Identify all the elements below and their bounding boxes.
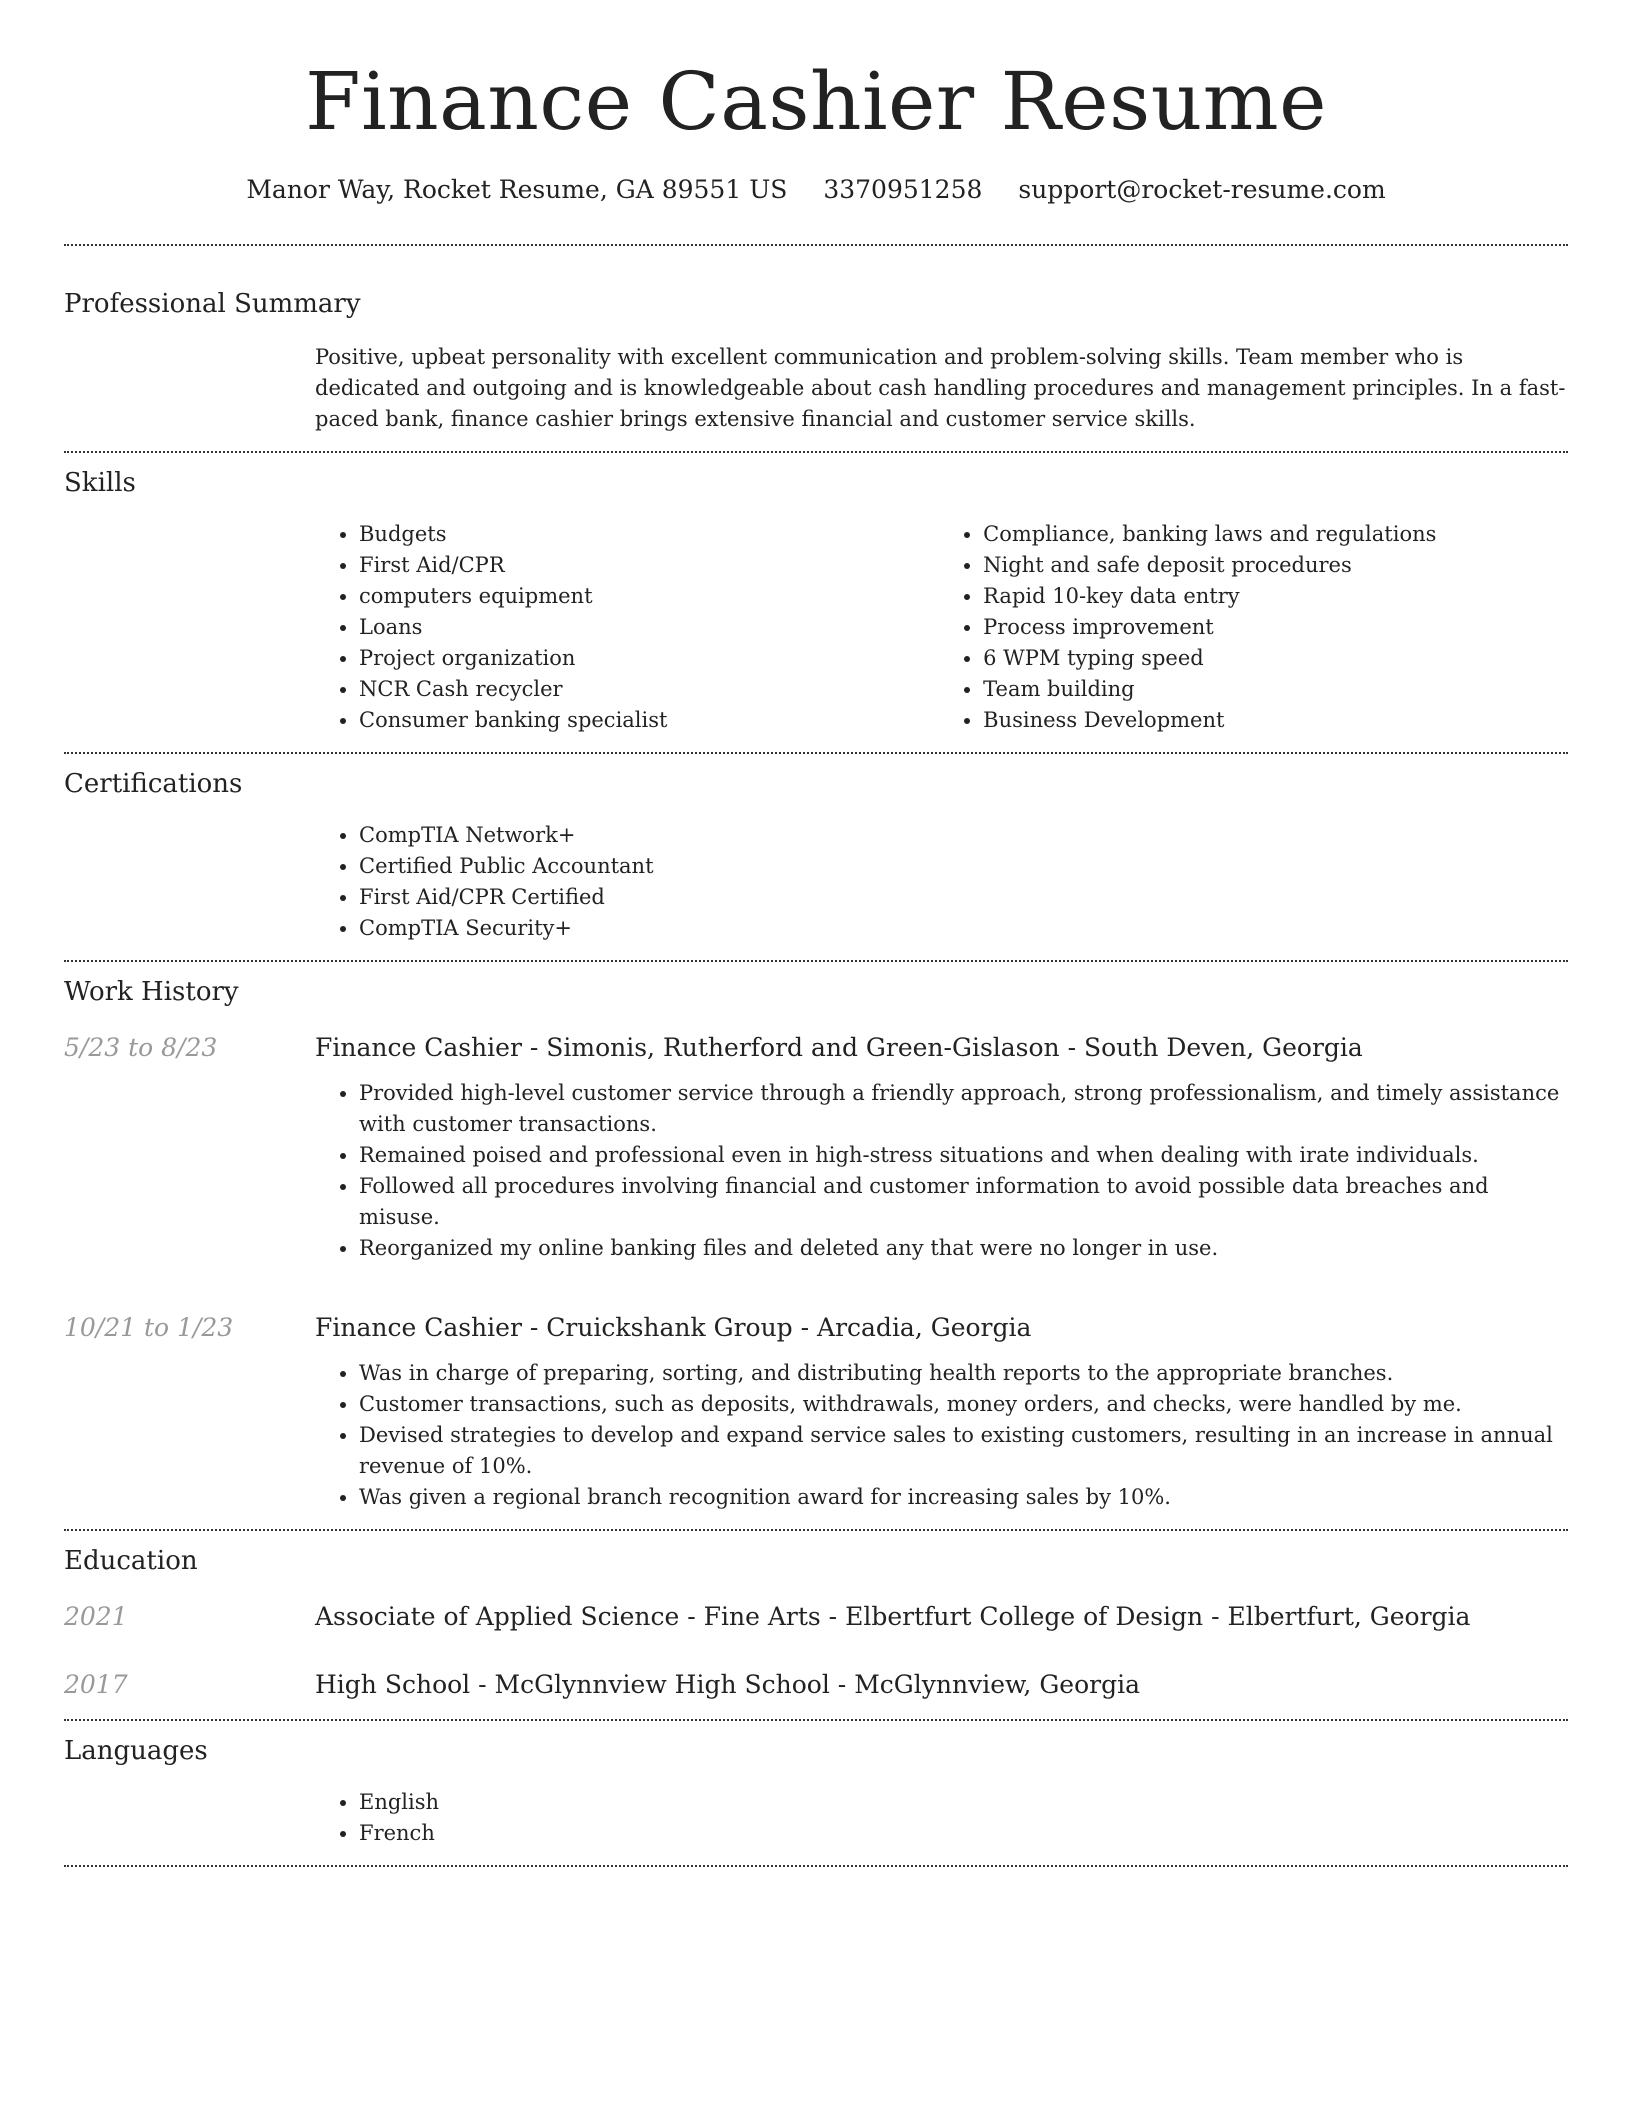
contact-address: Manor Way, Rocket Resume, GA 89551 US bbox=[246, 175, 788, 204]
contact-phone: 3370951258 bbox=[823, 175, 983, 204]
list-item: • Customer transactions, such as deposits, withdrawals, money orders, and checks, were handled by me. bbox=[359, 1389, 1568, 1420]
resume-header bbox=[64, 0, 1568, 208]
list-item: • Budgets bbox=[359, 519, 939, 550]
list-item: • First Aid/CPR bbox=[359, 550, 939, 581]
skills-section bbox=[64, 453, 1568, 736]
contact-email: support@rocket-resume.com bbox=[1018, 175, 1386, 204]
education-entry bbox=[64, 1667, 1568, 1703]
list-item: • Night and safe deposit procedures bbox=[983, 550, 1568, 581]
skills-list-left bbox=[315, 519, 939, 736]
job-heading bbox=[315, 1310, 1568, 1346]
list-item: • Business Development bbox=[983, 705, 1568, 736]
job-role: Finance Cashier bbox=[315, 1033, 522, 1062]
certifications-section bbox=[64, 754, 1568, 944]
certifications-heading: Certifications bbox=[64, 769, 243, 799]
list-item: • Compliance, banking laws and regulations bbox=[983, 519, 1568, 550]
work-history-section bbox=[64, 962, 1568, 1529]
education-degree: High School bbox=[315, 1670, 471, 1699]
job-dates: 5/23 to 8/23 bbox=[64, 1033, 218, 1062]
skills-list-right bbox=[939, 519, 1568, 736]
list-item: • CompTIA Network+ bbox=[359, 820, 1568, 851]
education-details: - Elbertfurt College of Design - Elbertfurt, Georgia bbox=[820, 1602, 1471, 1631]
list-item: • Was given a regional branch recognition award for increasing sales by 10%. bbox=[359, 1482, 1568, 1513]
languages-section bbox=[64, 1721, 1568, 1849]
list-item: • Devised strategies to develop and expand service sales to existing customers, resulting in an increase in annual revenue of 10%. bbox=[359, 1420, 1568, 1482]
list-item: • Project organization bbox=[359, 643, 939, 674]
job-entry bbox=[64, 1310, 1568, 1529]
education-heading-line bbox=[315, 1599, 1568, 1635]
certifications-list bbox=[315, 820, 1568, 944]
languages-list bbox=[315, 1787, 1568, 1849]
list-item: • Loans bbox=[359, 612, 939, 643]
summary-text: Positive, upbeat personality with excellent communication and problem-solving skills. Team member who is dedicated and outgoing and is knowledgeable about cash handling procedures and management principles. In a fast-paced bank, finance cashier brings extensive financial and customer service skills. bbox=[315, 345, 1566, 431]
education-degree: Associate of Applied Science - Fine Arts bbox=[315, 1602, 821, 1631]
education-year: 2021 bbox=[64, 1602, 128, 1631]
job-details: - Simonis, Rutherford and Green-Gislason - South Deven, Georgia bbox=[521, 1033, 1363, 1062]
section-divider bbox=[64, 1865, 1568, 1867]
contact-line bbox=[64, 172, 1568, 208]
list-item: • 6 WPM typing speed bbox=[983, 643, 1568, 674]
list-item: • Certified Public Accountant bbox=[359, 851, 1568, 882]
job-bullets bbox=[315, 1078, 1568, 1264]
languages-heading: Languages bbox=[64, 1736, 208, 1766]
work-history-heading: Work History bbox=[64, 977, 239, 1007]
education-section bbox=[64, 1531, 1568, 1703]
summary-heading: Professional Summary bbox=[64, 289, 361, 319]
list-item: • French bbox=[359, 1818, 1568, 1849]
education-details: - McGlynnview High School - McGlynnview, Georgia bbox=[470, 1670, 1140, 1699]
list-item: • computers equipment bbox=[359, 581, 939, 612]
list-item: • NCR Cash recycler bbox=[359, 674, 939, 705]
skills-grid bbox=[315, 519, 1568, 736]
education-heading: Education bbox=[64, 1546, 198, 1576]
list-item: • Followed all procedures involving financial and customer information to avoid possible data breaches and misuse. bbox=[359, 1171, 1568, 1233]
list-item: • Rapid 10-key data entry bbox=[983, 581, 1568, 612]
education-heading-line bbox=[315, 1667, 1568, 1703]
list-item: • CompTIA Security+ bbox=[359, 913, 1568, 944]
summary-section bbox=[64, 246, 1568, 435]
list-item: • English bbox=[359, 1787, 1568, 1818]
job-dates: 10/21 to 1/23 bbox=[64, 1313, 234, 1342]
list-item: • Reorganized my online banking files and deleted any that were no longer in use. bbox=[359, 1233, 1568, 1264]
education-entry bbox=[64, 1599, 1568, 1635]
job-role: Finance Cashier bbox=[315, 1313, 522, 1342]
list-item: • Process improvement bbox=[983, 612, 1568, 643]
job-details: - Cruickshank Group - Arcadia, Georgia bbox=[521, 1313, 1032, 1342]
education-year: 2017 bbox=[64, 1670, 128, 1699]
list-item: • Consumer banking specialist bbox=[359, 705, 939, 736]
list-item: • Provided high-level customer service through a friendly approach, strong professionalism, and timely assistance with customer transactions. bbox=[359, 1078, 1568, 1140]
job-bullets bbox=[315, 1358, 1568, 1513]
list-item: • Was in charge of preparing, sorting, and distributing health reports to the appropriate branches. bbox=[359, 1358, 1568, 1389]
list-item: • Team building bbox=[983, 674, 1568, 705]
resume-title: Finance Cashier Resume bbox=[305, 55, 1327, 148]
job-entry bbox=[64, 1030, 1568, 1280]
job-heading bbox=[315, 1030, 1568, 1066]
skills-heading: Skills bbox=[64, 468, 136, 498]
list-item: • First Aid/CPR Certified bbox=[359, 882, 1568, 913]
list-item: • Remained poised and professional even in high-stress situations and when dealing with irate individuals. bbox=[359, 1140, 1568, 1171]
